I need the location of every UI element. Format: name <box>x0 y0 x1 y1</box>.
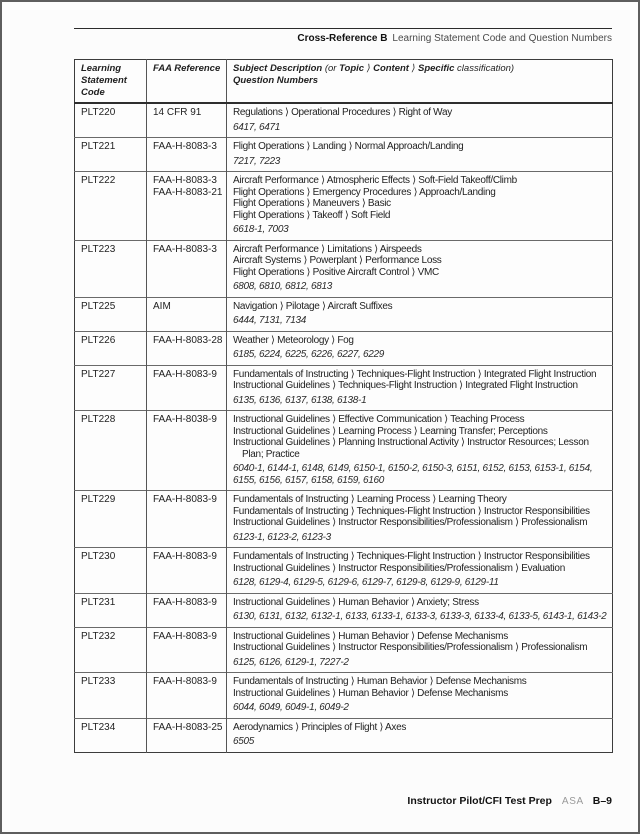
learning-statement-code: PLT227 <box>81 368 116 380</box>
table-row <box>75 240 613 297</box>
faa-reference: FAA-H-8083-9 <box>153 596 217 608</box>
question-numbers: 6417, 6471 <box>233 121 281 133</box>
faa-reference-cell <box>147 172 227 241</box>
subject-line: Fundamentals of Instructing ⟩ Techniques-Flight Instruction ⟩ Instructor Responsibilities <box>233 505 590 517</box>
subject-line: Fundamentals of Instructing ⟩ Techniques-Flight Instruction ⟩ Integrated Flight Instruction <box>233 368 597 380</box>
subject-description-cell <box>227 593 613 627</box>
subject-line: Flight Operations ⟩ Positive Aircraft Control ⟩ VMC <box>233 266 439 278</box>
faa-reference-cell <box>147 240 227 297</box>
question-numbers: 6618-1, 7003 <box>233 224 289 235</box>
question-numbers: 6040-1, 6144-1, 6148, 6149, 6150-1, 6150-2, 6150-3, 6151, 6152, 6153, 6153-1, 6154, 6155, 6156, 6157, 6158, 6159, 6160 <box>233 463 593 486</box>
learning-statement-code: PLT220 <box>81 107 116 118</box>
subject-lines <box>233 175 609 221</box>
question-numbers: 6135, 6136, 6137, 6138, 6138-1 <box>233 394 367 406</box>
question-numbers: 6130, 6131, 6132, 6132-1, 6133, 6133-1, 6133-3, 6133-3, 6133-4, 6133-5, 6143-1, 6143-2 <box>233 611 607 622</box>
subject-lines <box>233 722 609 734</box>
learning-statement-code-cell <box>75 627 147 673</box>
cross-reference-table <box>74 59 613 753</box>
subject-description-cell <box>227 331 613 365</box>
faa-reference-cell <box>147 548 227 594</box>
faa-reference: FAA-H-8083-21 <box>153 186 223 198</box>
subject-line: Aircraft Systems ⟩ Powerplant ⟩ Performance Loss <box>233 255 442 266</box>
question-numbers: 6444, 7131, 7134 <box>233 315 307 326</box>
subject-line: Navigation ⟩ Pilotage ⟩ Aircraft Suffixes <box>233 300 393 312</box>
subject-description-cell <box>227 297 613 331</box>
learning-statement-code: PLT221 <box>81 141 116 152</box>
subject-description-cell <box>227 172 613 241</box>
subject-line: Flight Operations ⟩ Takeoff ⟩ Soft Field <box>233 209 391 221</box>
learning-statement-code-cell <box>75 548 147 594</box>
table-row <box>75 673 613 719</box>
faa-reference: FAA-H-8083-9 <box>153 368 217 380</box>
header-col1-line2: Statement Code <box>81 75 127 98</box>
faa-reference: FAA-H-8083-3 <box>153 141 217 152</box>
subject-line: Aircraft Performance ⟩ Atmospheric Effects ⟩ Soft-Field Takeoff/Climb <box>233 175 517 186</box>
learning-statement-code-cell <box>75 331 147 365</box>
question-numbers: 6128, 6129-4, 6129-5, 6129-6, 6129-7, 6129-8, 6129-9, 6129-11 <box>233 577 499 588</box>
learning-statement-code: PLT223 <box>81 243 116 255</box>
footer-book-title: Instructor Pilot/CFI Test Prep <box>407 795 552 807</box>
faa-reference-cell <box>147 331 227 365</box>
table-row <box>75 138 613 172</box>
faa-reference: FAA-H-8083-28 <box>153 334 223 346</box>
subject-line: Instructional Guidelines ⟩ Human Behavior ⟩ Defense Mechanisms <box>233 630 508 642</box>
subject-lines <box>233 676 609 699</box>
table-row <box>75 548 613 594</box>
header-learning-statement-code <box>75 60 147 104</box>
subject-lines <box>233 631 609 654</box>
faa-reference-cell <box>147 365 227 411</box>
question-numbers: 6125, 6126, 6129-1, 7227-2 <box>233 656 349 668</box>
faa-reference: FAA-H-8083-9 <box>153 551 217 562</box>
faa-reference: FAA-H-8038-9 <box>153 414 217 425</box>
header-col3-segment: (or <box>324 63 340 74</box>
header-col3-segment: Content <box>373 63 409 74</box>
subject-line: Instructional Guidelines ⟩ Instructor Responsibilities/Professionalism ⟩ Professionalism <box>233 517 588 528</box>
header-col3-segment: ⟩ <box>364 63 374 74</box>
running-head-title: Cross-Reference B <box>297 33 388 44</box>
subject-line: Flight Operations ⟩ Maneuvers ⟩ Basic <box>233 198 391 209</box>
question-numbers: 6808, 6810, 6812, 6813 <box>233 281 333 292</box>
header-col3-segment: ⟩ <box>408 63 418 74</box>
faa-reference: 14 CFR 91 <box>153 107 202 118</box>
subject-description-cell <box>227 491 613 548</box>
faa-reference: FAA-H-8083-9 <box>153 676 217 687</box>
header-col3-line2: Question Numbers <box>233 75 318 86</box>
subject-line: Flight Operations ⟩ Emergency Procedures ⟩ Approach/Landing <box>233 186 496 198</box>
learning-statement-code-cell <box>75 491 147 548</box>
subject-description-cell <box>227 138 613 172</box>
subject-lines <box>233 301 609 313</box>
header-col3-segment: classification) <box>454 63 515 74</box>
table-row <box>75 627 613 673</box>
subject-description-cell <box>227 365 613 411</box>
question-numbers: 6505 <box>233 736 255 747</box>
running-head <box>74 28 612 45</box>
subject-line: Instructional Guidelines ⟩ Learning Process ⟩ Learning Transfer; Perceptions <box>233 425 548 437</box>
learning-statement-code-cell <box>75 297 147 331</box>
subject-line: Instructional Guidelines ⟩ Planning Instructional Activity ⟩ Instructor Resources; Lesson Plan; Practice <box>233 437 589 460</box>
subject-line: Fundamentals of Instructing ⟩ Techniques-Flight Instruction ⟩ Instructor Responsibilities <box>233 551 590 562</box>
faa-reference-cell <box>147 593 227 627</box>
learning-statement-code-cell <box>75 365 147 411</box>
learning-statement-code: PLT234 <box>81 721 116 733</box>
subject-line: Aerodynamics ⟩ Principles of Flight ⟩ Axes <box>233 721 407 733</box>
running-head-subtitle: Learning Statement Code and Question Numbers <box>392 33 612 44</box>
faa-reference-cell <box>147 627 227 673</box>
table-row <box>75 331 613 365</box>
faa-reference: FAA-H-8083-3 <box>153 175 217 186</box>
learning-statement-code: PLT225 <box>81 300 116 312</box>
table-row <box>75 491 613 548</box>
faa-reference-cell <box>147 718 227 752</box>
subject-description-cell <box>227 673 613 719</box>
page-footer <box>74 795 612 808</box>
subject-lines <box>233 335 609 347</box>
learning-statement-code-cell <box>75 411 147 491</box>
header-col2-label: FAA Reference <box>153 63 221 74</box>
table-row <box>75 297 613 331</box>
subject-lines <box>233 107 609 119</box>
learning-statement-code-cell <box>75 593 147 627</box>
subject-line: Aircraft Performance ⟩ Limitations ⟩ Airspeeds <box>233 243 422 255</box>
header-col3-segment: Topic <box>339 63 365 74</box>
subject-description-cell <box>227 627 613 673</box>
learning-statement-code: PLT232 <box>81 630 116 642</box>
subject-lines <box>233 244 609 279</box>
header-col3-segment: Specific <box>417 63 455 74</box>
learning-statement-code: PLT230 <box>81 551 116 562</box>
learning-statement-code-cell <box>75 138 147 172</box>
table-row <box>75 172 613 241</box>
faa-reference-cell <box>147 103 227 138</box>
learning-statement-code-cell <box>75 673 147 719</box>
learning-statement-code: PLT228 <box>81 414 116 425</box>
subject-line: Instructional Guidelines ⟩ Human Behavior ⟩ Anxiety; Stress <box>233 596 479 608</box>
table-header-row <box>75 60 613 104</box>
learning-statement-code-cell <box>75 172 147 241</box>
subject-line: Regulations ⟩ Operational Procedures ⟩ Right of Way <box>233 107 452 118</box>
table-row <box>75 411 613 491</box>
faa-reference-cell <box>147 297 227 331</box>
subject-line: Fundamentals of Instructing ⟩ Learning Process ⟩ Learning Theory <box>233 494 507 505</box>
faa-reference: FAA-H-8083-9 <box>153 630 217 642</box>
subject-description-cell <box>227 718 613 752</box>
subject-line: Instructional Guidelines ⟩ Instructor Responsibilities/Professionalism ⟩ Professionalism <box>233 642 588 653</box>
learning-statement-code-cell <box>75 240 147 297</box>
faa-reference: AIM <box>153 300 171 312</box>
faa-reference-cell <box>147 673 227 719</box>
subject-lines <box>233 597 609 609</box>
learning-statement-code: PLT222 <box>81 175 116 186</box>
subject-description-cell <box>227 548 613 594</box>
header-col1-line1: Learning <box>81 63 122 74</box>
question-numbers: 7217, 7223 <box>233 155 281 167</box>
learning-statement-code-cell <box>75 718 147 752</box>
faa-reference-cell <box>147 138 227 172</box>
subject-line: Instructional Guidelines ⟩ Effective Communication ⟩ Teaching Process <box>233 414 525 425</box>
table-row <box>75 718 613 752</box>
subject-line: Instructional Guidelines ⟩ Techniques-Flight Instruction ⟩ Integrated Flight Instruction <box>233 380 578 391</box>
footer-page-number: B–9 <box>592 795 612 807</box>
table-row <box>75 365 613 411</box>
header-faa-reference <box>147 60 227 104</box>
subject-line: Fundamentals of Instructing ⟩ Human Behavior ⟩ Defense Mechanisms <box>233 676 527 687</box>
faa-reference: FAA-H-8083-25 <box>153 721 223 733</box>
learning-statement-code: PLT229 <box>81 494 116 505</box>
learning-statement-code: PLT231 <box>81 596 116 608</box>
question-numbers: 6123-1, 6123-2, 6123-3 <box>233 531 331 543</box>
subject-line: Weather ⟩ Meteorology ⟩ Fog <box>233 334 354 346</box>
subject-description-cell <box>227 240 613 297</box>
subject-line: Instructional Guidelines ⟩ Human Behavior ⟩ Defense Mechanisms <box>233 687 508 699</box>
table-row <box>75 103 613 138</box>
header-col3-segment: Subject Description <box>233 63 325 74</box>
faa-reference-cell <box>147 491 227 548</box>
faa-reference: FAA-H-8083-9 <box>153 494 217 505</box>
subject-lines <box>233 141 609 153</box>
subject-lines <box>233 414 609 460</box>
subject-lines <box>233 551 609 574</box>
subject-line: Flight Operations ⟩ Landing ⟩ Normal Approach/Landing <box>233 141 464 152</box>
header-subject-description <box>227 60 613 104</box>
header-col3-line1 <box>233 63 609 75</box>
subject-lines <box>233 369 609 392</box>
faa-reference: FAA-H-8083-3 <box>153 243 217 255</box>
learning-statement-code: PLT226 <box>81 334 116 346</box>
learning-statement-code: PLT233 <box>81 676 116 687</box>
subject-lines <box>233 494 609 529</box>
subject-line: Instructional Guidelines ⟩ Instructor Responsibilities/Professionalism ⟩ Evaluation <box>233 562 565 574</box>
table-row <box>75 593 613 627</box>
subject-description-cell <box>227 411 613 491</box>
question-numbers: 6044, 6049, 6049-1, 6049-2 <box>233 702 349 713</box>
learning-statement-code-cell <box>75 103 147 138</box>
footer-publisher-logo: ASA <box>561 796 584 807</box>
question-numbers: 6185, 6224, 6225, 6226, 6227, 6229 <box>233 349 385 360</box>
subject-description-cell <box>227 103 613 138</box>
faa-reference-cell <box>147 411 227 491</box>
